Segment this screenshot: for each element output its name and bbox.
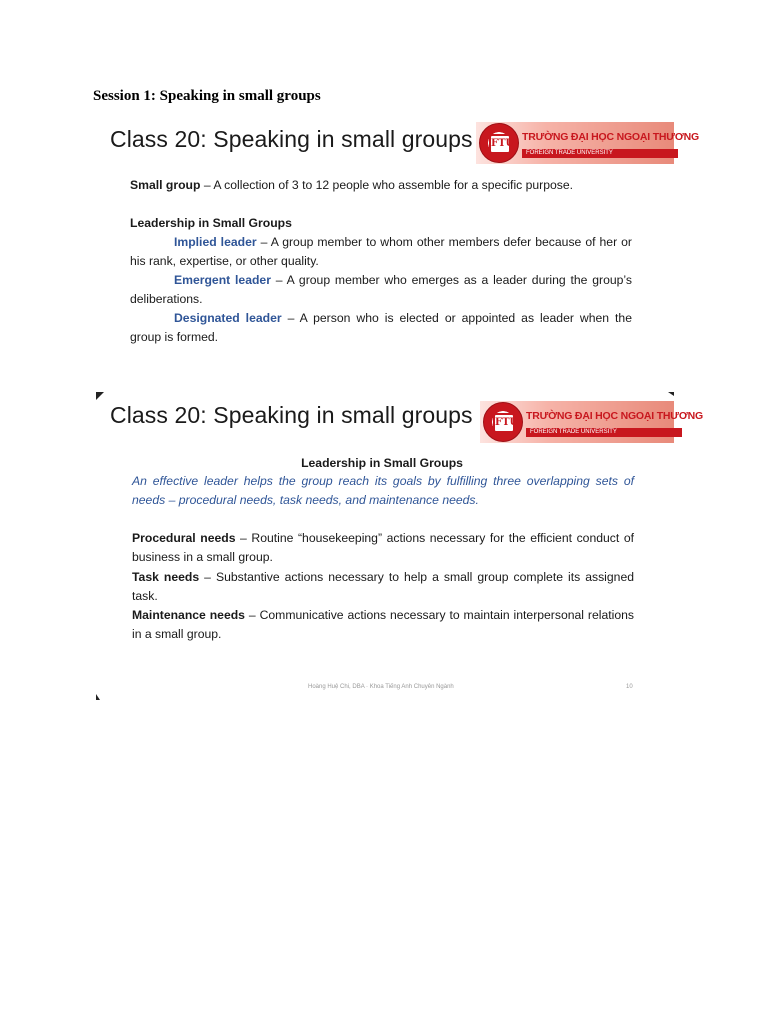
university-seal-mark-2: FTU <box>493 413 515 433</box>
task-needs-def: – Substantive actions necessary to help a small group complete its assigned task. <box>132 570 635 603</box>
university-seal-icon-2 <box>483 402 523 442</box>
implied-leader-definition <box>130 233 632 271</box>
procedural-needs-def: – Routine “housekeeping” actions necessary for the efficient conduct of business in a small group. <box>132 531 635 564</box>
procedural-needs-definition <box>132 529 634 567</box>
corner-mark-top-left-icon <box>96 392 104 400</box>
corner-mark-top-right-icon <box>668 392 674 396</box>
slide-2-section-heading: Leadership in Small Groups <box>301 456 463 470</box>
slide-1-title <box>110 126 473 153</box>
slide-footer-text: Hoàng Huệ Chi, DBA · Khoa Tiếng Anh Chuyên Ngành <box>308 684 454 690</box>
designated-leader-def: – A person who is elected or appointed as leader when the group is formed. <box>130 311 632 344</box>
small-group-definition <box>130 176 650 195</box>
session-title: Session 1: Speaking in small groups <box>93 88 321 104</box>
university-seal-mark: FTU <box>489 134 511 154</box>
designated-leader-term: Designated leader <box>174 311 282 325</box>
university-subtitle: FOREIGN TRADE UNIVERSITY <box>522 149 678 158</box>
university-name: TRƯỜNG ĐẠI HỌC NGOẠI THƯƠNG <box>522 131 699 143</box>
emergent-leader-definition <box>130 271 632 309</box>
university-seal-icon <box>479 123 519 163</box>
maintenance-needs-def: – Communicative actions necessary to maintain interpersonal relations in a small group. <box>132 608 634 641</box>
task-needs-definition <box>132 568 634 606</box>
university-name-2: TRƯỜNG ĐẠI HỌC NGOẠI THƯƠNG <box>526 410 703 422</box>
procedural-needs-term: Procedural needs <box>132 531 236 545</box>
slide-2-title-rest: Speaking in small groups <box>213 402 473 428</box>
slide-page-number: 10 <box>626 684 633 690</box>
maintenance-needs-definition <box>132 606 634 644</box>
small-group-term: Small group <box>130 178 201 192</box>
small-group-def: – A collection of 3 to 12 people who assemble for a specific purpose. <box>200 178 574 192</box>
leader-needs-intro: An effective leader helps the group reach its goals by fulfilling three overlapping sets of needs – procedural needs, task needs, and maintenance needs. <box>132 474 634 507</box>
task-needs-term: Task needs <box>132 570 200 584</box>
slide-1 <box>96 118 699 358</box>
emergent-leader-def: – A group member who emerges as a leader during the group’s deliberations. <box>130 273 632 306</box>
corner-mark-bottom-left-icon <box>96 694 100 700</box>
slide-2-title-class: Class 20: <box>110 402 207 428</box>
slide-1-title-class: Class 20: <box>110 126 207 152</box>
designated-leader-definition <box>130 309 632 347</box>
university-subtitle-2: FOREIGN TRADE UNIVERSITY <box>526 428 682 437</box>
university-logo-2 <box>480 401 703 443</box>
university-logo <box>476 122 699 164</box>
slide-1-section-heading: Leadership in Small Groups <box>130 216 292 230</box>
emergent-leader-term: Emergent leader <box>174 273 271 287</box>
maintenance-needs-term: Maintenance needs <box>132 608 245 622</box>
implied-leader-term: Implied leader <box>174 235 257 249</box>
slide-2-title <box>110 402 473 429</box>
slide-2 <box>96 392 703 702</box>
slide-1-title-rest: Speaking in small groups <box>213 126 473 152</box>
implied-leader-def: – A group member to whom other members defer because of her or his rank, expertise, or other quality. <box>130 235 632 268</box>
